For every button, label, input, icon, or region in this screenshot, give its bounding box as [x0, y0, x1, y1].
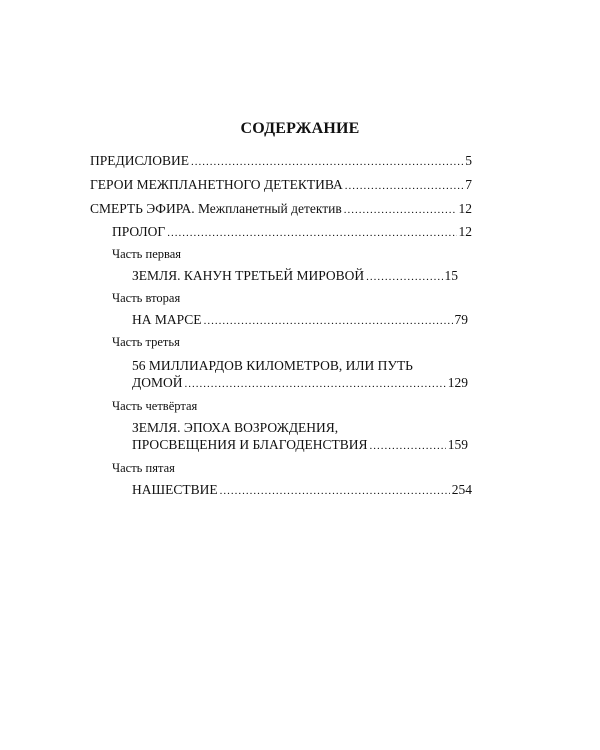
toc-entry-heroes[interactable]	[90, 176, 472, 195]
toc-entry-label-line1: ЗЕМЛЯ. ЭПОХА ВОЗРОЖДЕНИЯ,	[132, 420, 339, 435]
toc-entry-label: ГЕРОИ МЕЖПЛАНЕТНОГО ДЕТЕКТИВА	[90, 177, 343, 192]
toc-entry-label: СМЕРТЬ ЭФИРА. Межпланетный детектив	[90, 201, 342, 216]
toc-entry-page: 159	[447, 437, 468, 452]
toc-entry-part-three[interactable]	[132, 357, 468, 393]
toc-entry-label: ПРЕДИСЛОВИЕ	[90, 153, 190, 168]
toc-entry-label-line1: 56 МИЛЛИАРДОВ КИЛОМЕТРОВ, ИЛИ ПУТЬ	[132, 358, 413, 373]
toc-entry-label-line2: ПРОСВЕЩЕНИЯ И БЛАГОДЕНСТВИЯ	[132, 437, 368, 452]
toc-entry-label-line2: ДОМОЙ	[132, 375, 183, 390]
toc-entry-label: ЗЕМЛЯ. КАНУН ТРЕТЬЕЙ МИРОВОЙ	[132, 268, 365, 283]
part-label: Часть третья	[112, 335, 180, 349]
toc-entry-preface[interactable]	[90, 152, 472, 171]
toc-entry-prologue[interactable]	[112, 223, 472, 242]
toc-entry-part-two[interactable]	[132, 311, 468, 330]
toc-entry-label: ПРОЛОГ	[112, 224, 166, 239]
toc-entry-label: НАШЕСТВИЕ	[132, 482, 218, 497]
toc-entry-page: 12	[458, 224, 472, 239]
toc-leader-dots	[184, 376, 445, 393]
toc-entry-page: 129	[447, 375, 468, 390]
toc-entry-page: 254	[451, 482, 472, 497]
toc-entry-page: 79	[454, 312, 468, 327]
toc-leader-dots	[370, 438, 446, 455]
toc-leader-dots	[204, 313, 453, 330]
toc-leader-dots	[167, 225, 456, 242]
toc-entry-page: 12	[458, 201, 472, 216]
toc-entry-death-of-ether[interactable]	[90, 200, 472, 219]
toc-leader-dots	[366, 269, 442, 286]
part-label: Часть вторая	[112, 291, 181, 305]
toc-entry-part-four[interactable]	[132, 419, 468, 455]
toc-entry-part-five[interactable]	[132, 481, 472, 500]
toc-leader-dots	[344, 202, 457, 219]
part-label: Часть четвёртая	[112, 399, 198, 413]
toc-leader-dots	[345, 178, 463, 195]
part-label: Часть пятая	[112, 461, 175, 475]
toc-leader-dots	[220, 483, 450, 500]
toc-entry-label: НА МАРСЕ	[132, 312, 202, 327]
toc-entry-page: 5	[465, 153, 472, 168]
toc-entry-page: 15	[444, 268, 458, 283]
toc-entry-part-one[interactable]	[132, 267, 458, 286]
toc-entry-page: 7	[465, 177, 472, 192]
toc-leader-dots	[191, 154, 463, 171]
part-label: Часть первая	[112, 247, 182, 261]
toc-title: СОДЕРЖАНИЕ	[240, 120, 360, 137]
